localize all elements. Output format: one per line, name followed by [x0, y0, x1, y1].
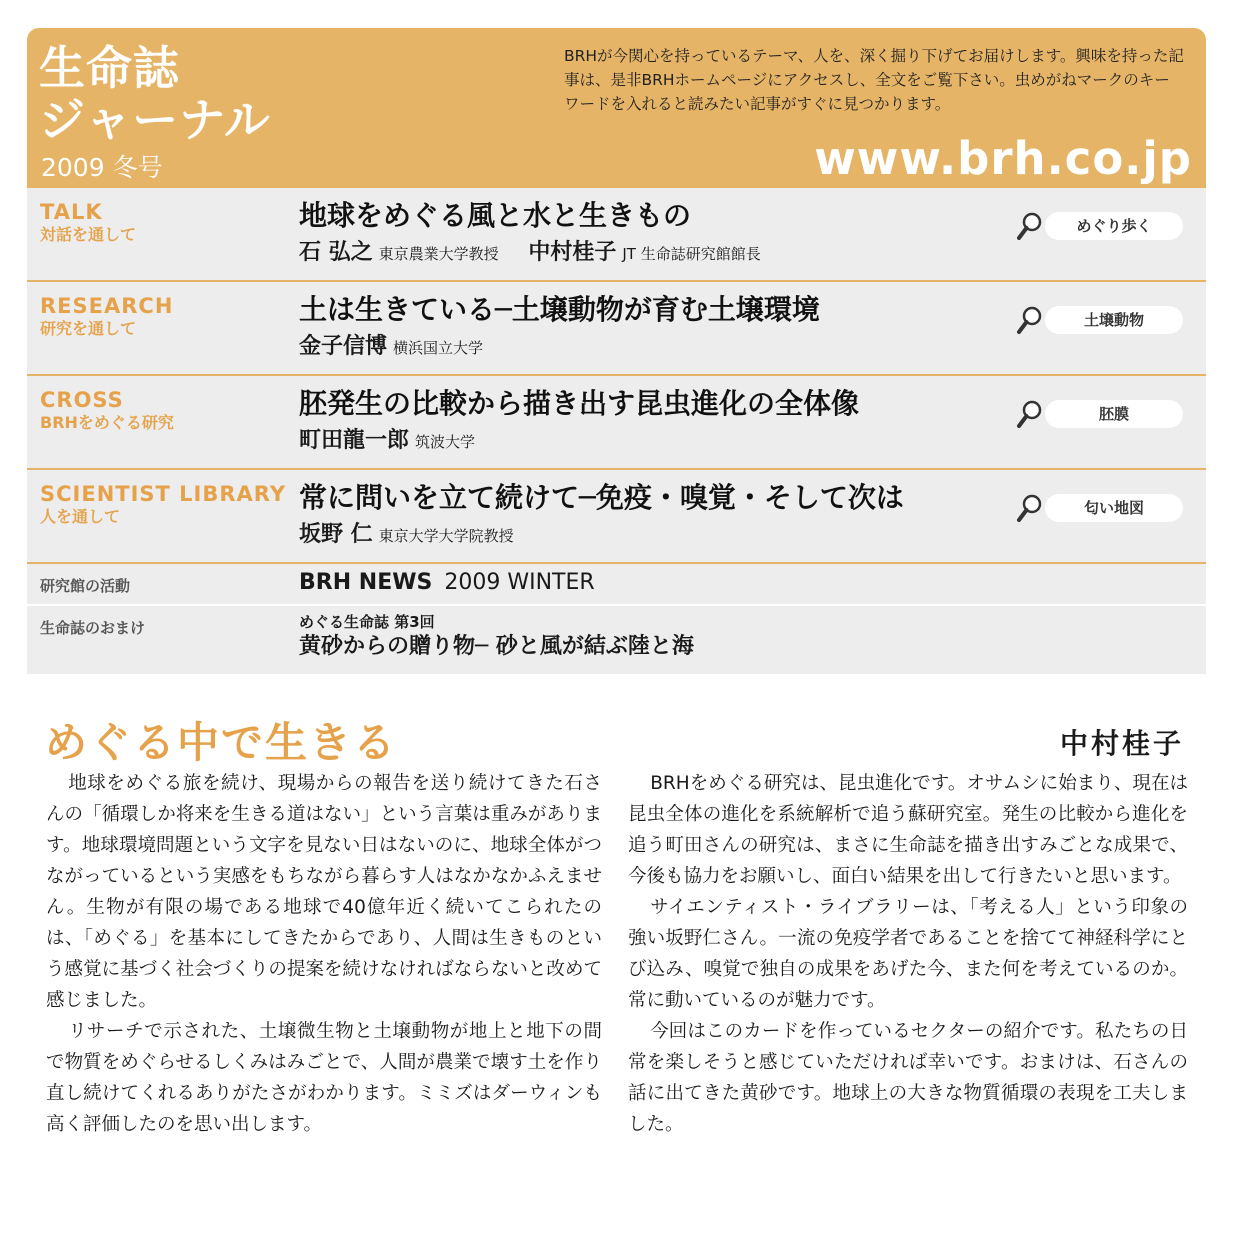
- editorial-column-left: [46, 768, 602, 1140]
- journal-title-line2: ジャーナル: [39, 93, 271, 147]
- keyword-pill[interactable]: めぐり歩く: [1045, 212, 1183, 240]
- article-title[interactable]: 土は生きている─土壌動物が育む土壌環境: [299, 293, 820, 326]
- keyword-search[interactable]: [1015, 492, 1185, 524]
- magnifier-icon: [1015, 210, 1045, 242]
- contents-row-activity: [27, 564, 1206, 606]
- news-issue: 2009 WINTER: [444, 570, 595, 595]
- author-affiliation: 横浜国立大学: [393, 339, 484, 357]
- magnifier-icon: [1015, 492, 1045, 524]
- article-talk: [299, 198, 783, 269]
- keyword-search[interactable]: [1015, 210, 1185, 242]
- category-en: TALK: [40, 200, 103, 224]
- article-title[interactable]: 胚発生の比較から描き出す昆虫進化の全体像: [299, 387, 860, 420]
- contents-row-library: [27, 470, 1206, 564]
- category-en: SCIENTIST LIBRARY: [40, 482, 287, 506]
- editorial-column-right: [628, 768, 1188, 1140]
- omake-title[interactable]: 黄砂からの贈り物─ 砂と風が結ぶ陸と海: [299, 634, 694, 659]
- author-name: 石 弘之: [299, 240, 373, 265]
- author-name: 坂野 仁: [299, 522, 373, 547]
- editorial-paragraph: リサーチで示された、土壌微生物と土壌動物が地上と地下の間で物質をめぐらせるしくみはみごとで、人間が農業で壊す土を作り直し続けてくれるありがたさがわかります。ミミズはダーウィンも高く評価したのを思い出します。: [46, 1021, 602, 1135]
- author-name: 町田龍一郎: [299, 428, 410, 453]
- keyword-pill[interactable]: 匂い地図: [1045, 494, 1183, 522]
- journal-issue: 2009 冬号: [41, 153, 163, 182]
- omake-subtitle: めぐる生命誌 第3回: [299, 613, 435, 631]
- article-authors: [299, 520, 904, 551]
- article-authors: [299, 238, 783, 269]
- article-omake: [299, 612, 694, 662]
- category-cross: [40, 388, 174, 434]
- journal-title: [39, 42, 271, 146]
- category-ja: 対話を通して: [40, 225, 137, 244]
- contents-row-cross: [27, 376, 1206, 470]
- article-authors: [299, 426, 859, 457]
- editorial-heading: めぐる中で生きる: [45, 718, 398, 767]
- brh-news[interactable]: [299, 570, 595, 595]
- news-title: BRH NEWS: [299, 570, 433, 595]
- keyword-pill[interactable]: 土壌動物: [1045, 306, 1183, 334]
- category-omake: 生命誌のおまけ: [40, 619, 146, 637]
- article-authors: [299, 332, 820, 363]
- magnifier-icon: [1015, 304, 1045, 336]
- contents-table: [27, 188, 1206, 674]
- contents-row-talk: [27, 188, 1206, 282]
- keyword-search[interactable]: [1015, 398, 1185, 430]
- category-talk: [40, 200, 136, 246]
- category-ja: 研究を通して: [40, 319, 137, 338]
- category-ja: BRHをめぐる研究: [40, 413, 174, 432]
- magnifier-icon: [1015, 398, 1045, 430]
- article-title[interactable]: 地球をめぐる風と水と生きもの: [299, 199, 692, 232]
- category-research: [40, 294, 173, 340]
- editorial-author: 中村桂子: [1059, 727, 1184, 760]
- category-en: RESEARCH: [40, 294, 174, 318]
- intro-text: BRHが今関心を持っているテーマ、人を、深く掘り下げてお届けします。興味を持った記事は、是非BRHホームページにアクセスし、全文をご覧下さい。虫めがねマークのキーワードを入れると読みたい記事がすぐに見つかります。: [564, 47, 1184, 113]
- author-name: 中村桂子: [528, 240, 617, 265]
- author-affiliation: 筑波大学: [415, 433, 476, 451]
- contents-row-research: [27, 282, 1206, 376]
- category-en: CROSS: [40, 388, 124, 412]
- website-url[interactable]: www.brh.co.jp: [814, 132, 1192, 185]
- author-affiliation: 東京農業大学教授: [378, 245, 499, 263]
- editorial-paragraph: 地球をめぐる旅を続け、現場からの報告を送り続けてきた石さんの「循環しか将来を生きる道はない」という言葉は重みがあります。地球環境問題という文字を見ない日はないのに、地球全体がつながっているという実感をもちながら暮らす人はなかなかふえません。生物が有限の場である地球で40億年近く続いてこられたのは、「めぐる」を基本にしてきたからであり、人間は生きものという感覚に基づく社会づくりの提案を続けなければならないと改めて感じました。: [46, 773, 602, 1011]
- keyword-search[interactable]: [1015, 304, 1185, 336]
- article-research: [299, 292, 820, 363]
- article-cross: [299, 386, 859, 457]
- article-library: [299, 480, 904, 551]
- category-activity: 研究館の活動: [40, 577, 131, 595]
- journal-header: [27, 28, 1206, 188]
- editorial-paragraph: 今回はこのカードを作っているセクターの紹介です。私たちの日常を楽しそうと感じていただければ幸いです。おまけは、石さんの話に出てきた黄砂です。地球上の大きな物質循環の表現を工夫しました。: [628, 1021, 1188, 1135]
- keyword-pill[interactable]: 胚膜: [1045, 400, 1183, 428]
- category-ja: 人を通して: [40, 507, 121, 526]
- journal-title-line1: 生命誌: [39, 41, 180, 95]
- editorial-paragraph: BRHをめぐる研究は、昆虫進化です。オサムシに始まり、現在は昆虫全体の進化を系統解析で追う蘇研究室。発生の比較から進化を追う町田さんの研究は、まさに生命誌を描き出すみごとな成果で、今後も協力をお願いし、面白い結果を出して行きたいと思います。: [628, 773, 1188, 887]
- contents-row-omake: [27, 606, 1206, 674]
- author-affiliation: JT 生命誌研究館館長: [622, 245, 761, 263]
- article-title[interactable]: 常に問いを立て続けて─免疫・嗅覚・そして次は: [299, 481, 904, 514]
- author-name: 金子信博: [299, 334, 388, 359]
- author-affiliation: 東京大学大学院教授: [378, 527, 514, 545]
- category-library: [40, 482, 286, 528]
- editorial-paragraph: サイエンティスト・ライブラリーは、「考える人」という印象の強い坂野仁さん。一流の免疫学者であることを捨てて神経科学にとび込み、嗅覚で独自の成果をあげた今、また何を考えているのか。常に動いているのが魅力です。: [628, 897, 1188, 1011]
